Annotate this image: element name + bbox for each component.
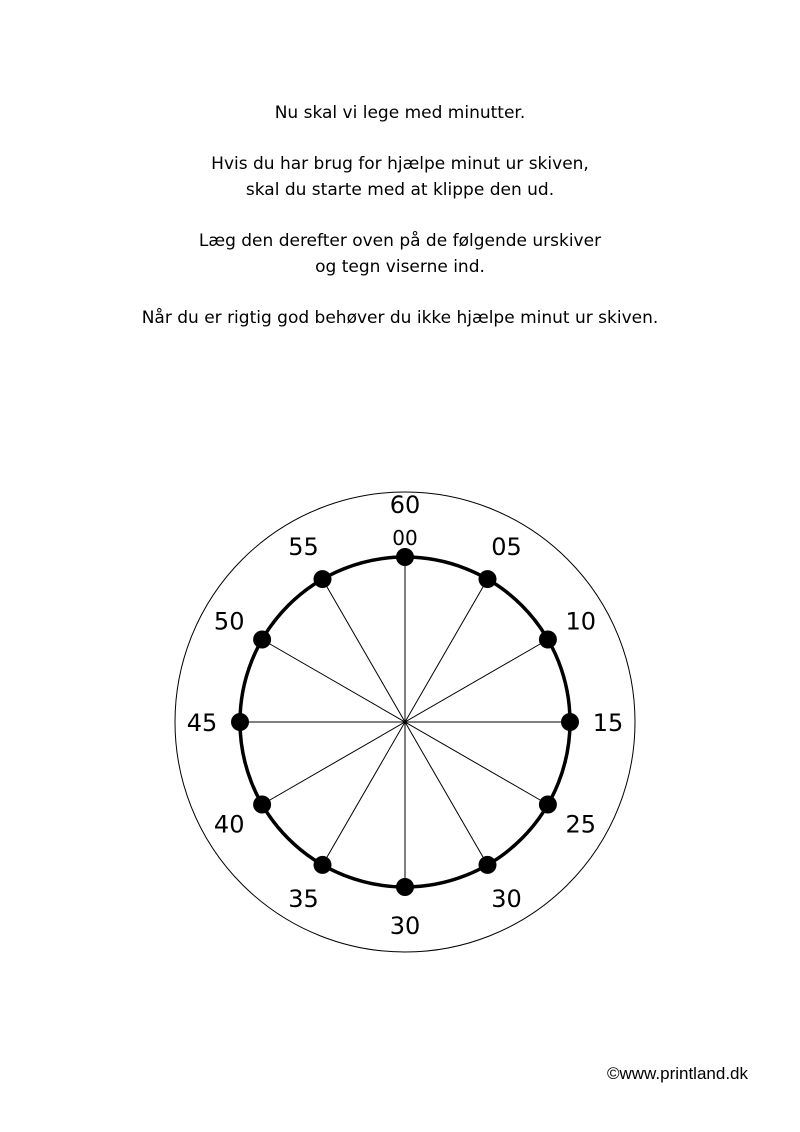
hour-dot (253, 631, 271, 649)
hour-dot (539, 796, 557, 814)
inner-zero-label: 00 (392, 526, 418, 550)
minute-label: 45 (186, 709, 218, 737)
minute-label: 05 (491, 533, 522, 562)
minute-label: 40 (213, 810, 245, 839)
hour-dot (479, 856, 497, 874)
hour-dot (479, 570, 497, 588)
instruction-line: skal du starte med at klippe den ud. (245, 180, 555, 200)
minute-label: 50 (213, 607, 245, 636)
minute-label: 55 (288, 533, 319, 562)
minute-label: 25 (565, 810, 597, 839)
minute-label: 30 (491, 884, 522, 913)
hour-dot (396, 878, 414, 896)
minute-label: 60 (389, 491, 421, 519)
instruction-line: Når du er rigtig god behøver du ikke hjælpe minut ur skiven. (141, 308, 659, 328)
instruction-line: og tegn viserne ind. (315, 257, 485, 277)
hour-dot (539, 631, 557, 649)
minute-label: 15 (592, 709, 624, 737)
minute-label: 30 (389, 912, 421, 940)
instruction-line: Læg den derefter oven på de følgende urskiver (198, 231, 602, 251)
hour-dot (561, 713, 579, 731)
copyright-text: ©www.printland.dk (606, 1064, 748, 1083)
instruction-line: Hvis du har brug for hjælpe minut ur skiven, (211, 154, 589, 174)
hour-dot (253, 796, 271, 814)
hour-dot (314, 856, 332, 874)
instruction-line: Nu skal vi lege med minutter. (274, 103, 526, 123)
hour-dot (314, 570, 332, 588)
hour-dot (396, 548, 414, 566)
minute-label: 10 (565, 607, 597, 636)
hour-dot (231, 713, 249, 731)
minute-label: 35 (288, 884, 319, 913)
